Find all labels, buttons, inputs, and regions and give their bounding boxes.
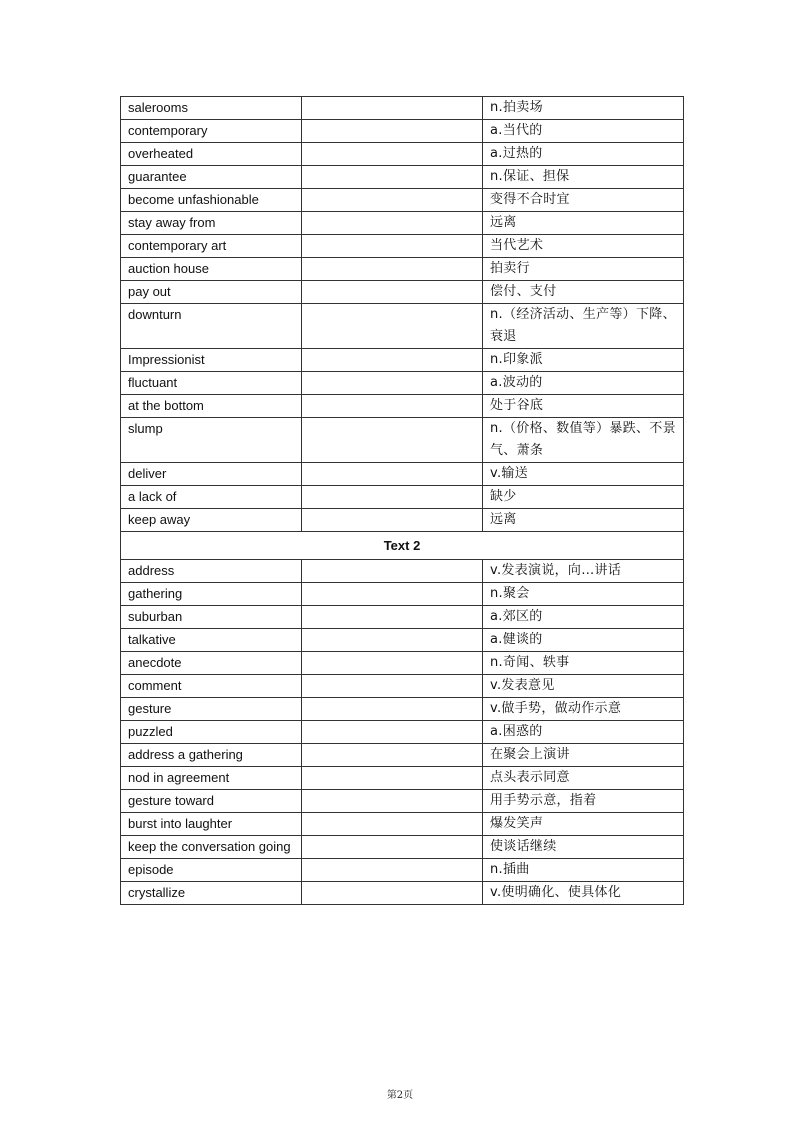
table-row (121, 189, 684, 212)
table-row (121, 675, 684, 698)
blank-cell (302, 560, 483, 583)
english-term: auction house (121, 258, 302, 281)
table-row (121, 790, 684, 813)
table-row (121, 281, 684, 304)
table-row (121, 486, 684, 509)
chinese-meaning: a.困惑的 (483, 721, 684, 744)
english-term: Impressionist (121, 349, 302, 372)
chinese-meaning: n.奇闻、轶事 (483, 652, 684, 675)
blank-cell (302, 304, 483, 349)
table-row (121, 166, 684, 189)
chinese-meaning: 处于谷底 (483, 395, 684, 418)
section-header-row (121, 532, 684, 560)
table-row (121, 813, 684, 836)
english-term: puzzled (121, 721, 302, 744)
english-term: salerooms (121, 97, 302, 120)
table-row (121, 372, 684, 395)
blank-cell (302, 744, 483, 767)
blank-cell (302, 767, 483, 790)
table-row (121, 882, 684, 905)
table-row (121, 463, 684, 486)
table-row (121, 235, 684, 258)
chinese-meaning: 当代艺术 (483, 235, 684, 258)
table-row (121, 349, 684, 372)
table-row (121, 583, 684, 606)
english-term: fluctuant (121, 372, 302, 395)
blank-cell (302, 675, 483, 698)
table-row (121, 212, 684, 235)
english-term: stay away from (121, 212, 302, 235)
chinese-meaning: 远离 (483, 509, 684, 532)
blank-cell (302, 486, 483, 509)
english-term: pay out (121, 281, 302, 304)
chinese-meaning: a.波动的 (483, 372, 684, 395)
chinese-meaning: 点头表示同意 (483, 767, 684, 790)
blank-cell (302, 189, 483, 212)
vocabulary-table (120, 96, 684, 905)
blank-cell (302, 258, 483, 281)
blank-cell (302, 790, 483, 813)
chinese-meaning: 用手势示意，指着 (483, 790, 684, 813)
table-row (121, 560, 684, 583)
english-term: keep the conversation going (121, 836, 302, 859)
english-term: a lack of (121, 486, 302, 509)
english-term: episode (121, 859, 302, 882)
chinese-meaning: n.保证、担保 (483, 166, 684, 189)
english-term: contemporary art (121, 235, 302, 258)
english-term: anecdote (121, 652, 302, 675)
blank-cell (302, 813, 483, 836)
table-row (121, 744, 684, 767)
chinese-meaning: v.发表演说，向…讲话 (483, 560, 684, 583)
english-term: gesture toward (121, 790, 302, 813)
english-term: comment (121, 675, 302, 698)
blank-cell (302, 463, 483, 486)
english-term: become unfashionable (121, 189, 302, 212)
blank-cell (302, 836, 483, 859)
english-term: burst into laughter (121, 813, 302, 836)
table-row (121, 395, 684, 418)
blank-cell (302, 281, 483, 304)
chinese-meaning: n.（价格、数值等）暴跌、不景气、萧条 (483, 418, 684, 463)
blank-cell (302, 212, 483, 235)
chinese-meaning: n.插曲 (483, 859, 684, 882)
blank-cell (302, 418, 483, 463)
chinese-meaning: 在聚会上演讲 (483, 744, 684, 767)
chinese-meaning: 爆发笑声 (483, 813, 684, 836)
table-row (121, 606, 684, 629)
chinese-meaning: n.拍卖场 (483, 97, 684, 120)
blank-cell (302, 166, 483, 189)
table-row (121, 304, 684, 349)
chinese-meaning: a.郊区的 (483, 606, 684, 629)
table-row (121, 97, 684, 120)
blank-cell (302, 583, 483, 606)
page-number: 第2页 (386, 1090, 414, 1101)
english-term: crystallize (121, 882, 302, 905)
chinese-meaning: v.做手势，做动作示意 (483, 698, 684, 721)
blank-cell (302, 143, 483, 166)
blank-cell (302, 235, 483, 258)
english-term: slump (121, 418, 302, 463)
table-row (121, 721, 684, 744)
blank-cell (302, 721, 483, 744)
blank-cell (302, 97, 483, 120)
chinese-meaning: n.印象派 (483, 349, 684, 372)
chinese-meaning: v.使明确化、使具体化 (483, 882, 684, 905)
table-row (121, 767, 684, 790)
blank-cell (302, 349, 483, 372)
table-row (121, 859, 684, 882)
blank-cell (302, 859, 483, 882)
chinese-meaning: a.过热的 (483, 143, 684, 166)
table-row (121, 652, 684, 675)
english-term: overheated (121, 143, 302, 166)
chinese-meaning: v.发表意见 (483, 675, 684, 698)
table-row (121, 698, 684, 721)
blank-cell (302, 698, 483, 721)
table-row (121, 629, 684, 652)
table-row (121, 836, 684, 859)
blank-cell (302, 509, 483, 532)
english-term: gathering (121, 583, 302, 606)
chinese-meaning: a.健谈的 (483, 629, 684, 652)
chinese-meaning: 偿付、支付 (483, 281, 684, 304)
english-term: gesture (121, 698, 302, 721)
table-row (121, 143, 684, 166)
chinese-meaning: 远离 (483, 212, 684, 235)
blank-cell (302, 882, 483, 905)
blank-cell (302, 372, 483, 395)
english-term: guarantee (121, 166, 302, 189)
english-term: address (121, 560, 302, 583)
english-term: contemporary (121, 120, 302, 143)
english-term: downturn (121, 304, 302, 349)
english-term: nod in agreement (121, 767, 302, 790)
chinese-meaning: a.当代的 (483, 120, 684, 143)
chinese-meaning: 缺少 (483, 486, 684, 509)
english-term: address a gathering (121, 744, 302, 767)
english-term: talkative (121, 629, 302, 652)
chinese-meaning: 使谈话继续 (483, 836, 684, 859)
table-row (121, 418, 684, 463)
blank-cell (302, 629, 483, 652)
english-term: at the bottom (121, 395, 302, 418)
blank-cell (302, 606, 483, 629)
chinese-meaning: 变得不合时宜 (483, 189, 684, 212)
english-term: suburban (121, 606, 302, 629)
blank-cell (302, 652, 483, 675)
table-row (121, 258, 684, 281)
table-row (121, 120, 684, 143)
chinese-meaning: v.输送 (483, 463, 684, 486)
english-term: keep away (121, 509, 302, 532)
chinese-meaning: n.聚会 (483, 583, 684, 606)
blank-cell (302, 120, 483, 143)
vocabulary-table-body (121, 97, 684, 905)
chinese-meaning: n.（经济活动、生产等）下降、衰退 (483, 304, 684, 349)
chinese-meaning: 拍卖行 (483, 258, 684, 281)
table-row (121, 509, 684, 532)
section-title: Text 2 (121, 532, 684, 560)
english-term: deliver (121, 463, 302, 486)
blank-cell (302, 395, 483, 418)
